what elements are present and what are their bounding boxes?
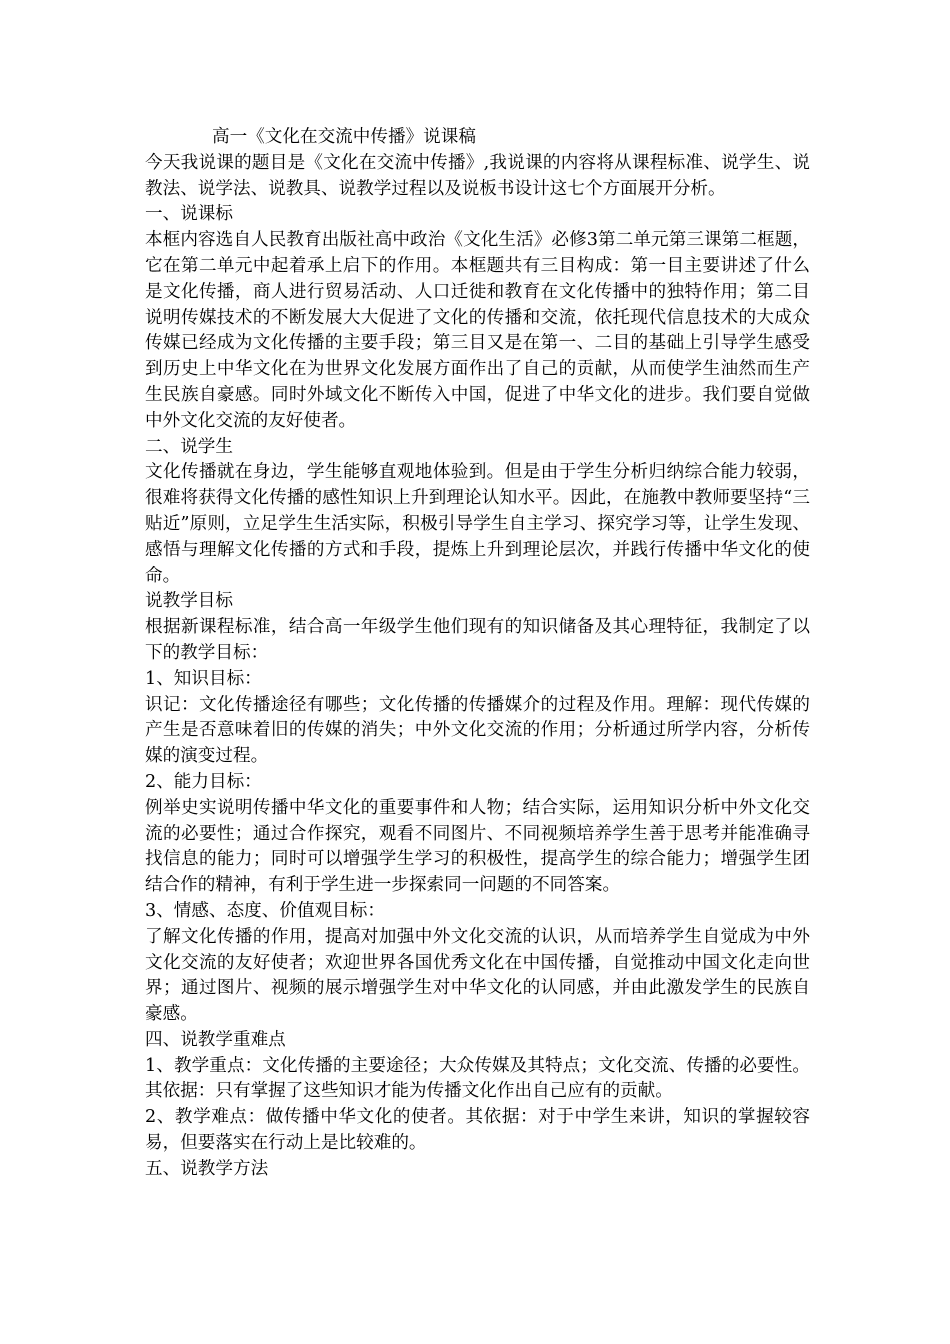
intro-paragraph: 今天我说课的题目是《文化在交流中传播》,我说课的内容将从课程标准、说学生、说教法、说学法、说教具、说教学过程以及说板书设计这七个方面展开分析。	[145, 152, 810, 199]
difficult-point-paragraph: 2、教学难点：做传播中华文化的使者。其依据：对于中学生来讲，知识的掌握较容易，但要落实在行动上是比较难的。	[145, 1107, 810, 1154]
teaching-goals-paragraph: 根据新课程标准，结合高一年级学生他们现有的知识储备及其心理特征，我制定了以下的教学目标：	[145, 617, 810, 663]
key-point-paragraph: 1、教学重点：文化传播的主要途径；大众传媒及其特点；文化交流、传播的必要性。其依据：只有掌握了这些知识才能为传播文化作出自己应有的贡献。	[145, 1055, 810, 1102]
goal-heading-ability: 2、能力目标：	[145, 771, 262, 792]
document-title: 高一《文化在交流中传播》说课稿	[212, 127, 476, 147]
section-heading-curriculum: 一、说课标	[145, 204, 233, 225]
goal-ability-paragraph: 例举史实说明传播中华文化的重要事件和人物；结合实际，运用知识分析中外文化交流的必要性；通过合作探究，观看不同图片、不同视频培养学生善于思考并能准确寻找信息的能力；同时可以增强学生学习的积极性，提高学生的综合能力；增强学生团结合作的精神，有利于学生进一步探索同一问题的不同答案。	[145, 797, 810, 896]
goal-heading-values: 3、情感、态度、价值观目标：	[145, 900, 385, 921]
document-page	[145, 125, 810, 1183]
section-heading-teaching-methods: 五、说教学方法	[145, 1158, 269, 1179]
section-heading-teaching-goals: 说教学目标	[145, 591, 233, 612]
goal-values-paragraph: 了解文化传播的作用，提高对加强中外文化交流的认识，从而培养学生自觉成为中外文化交流的友好使者；欢迎世界各国优秀文化在中国传播，自觉推动中国文化走向世界；通过图片、视频的展示增强学生对中华文化的认同感，并由此激发学生的民族自豪感。	[145, 926, 810, 1025]
curriculum-paragraph: 本框内容选自人民教育出版社高中政治《文化生活》必修3第二单元第三课第二框题，它在第二单元中起着承上启下的作用。本框题共有三目构成：第一目主要讲述了什么是文化传播，商人进行贸易活动、人口迁徙和教育在文化传播中的独特作用；第二目说明传媒技术的不断发展大大促进了文化的传播和交流，依托现代信息技术的大成众传媒已经成为文化传播的主要手段；第三目又是在第一、二目的基础上引导学生感受到历史上中华文化在为世界文化发展方面作出了自己的贡献，从而使学生油然而生产生民族自豪感。同时外域文化不断传入中国，促进了中华文化的进步。我们要自觉做中外文化交流的友好使者。	[145, 230, 810, 431]
goal-knowledge-paragraph: 识记：文化传播途径有哪些；文化传播的传播媒介的过程及作用。理解：现代传媒的产生是否意味着旧的传媒的消失；中外文化交流的作用；分析通过所学内容，分析传媒的演变过程。	[145, 694, 810, 767]
goal-heading-knowledge: 1、知识目标：	[145, 668, 262, 689]
section-heading-key-points: 四、说教学重难点	[145, 1029, 286, 1050]
students-paragraph: 文化传播就在身边，学生能够直观地体验到。但是由于学生分析归纳综合能力较弱，很难将获得文化传播的感性知识上升到理论认知水平。因此，在施教中教师要坚持“三贴近”原则，立足学生生活实际，积极引导学生自主学习、探究学习等，让学生发现、感悟与理解文化传播的方式和手段，提炼上升到理论层次，并践行传播中华文化的使命。	[145, 462, 810, 586]
section-heading-students: 二、说学生	[145, 436, 233, 457]
